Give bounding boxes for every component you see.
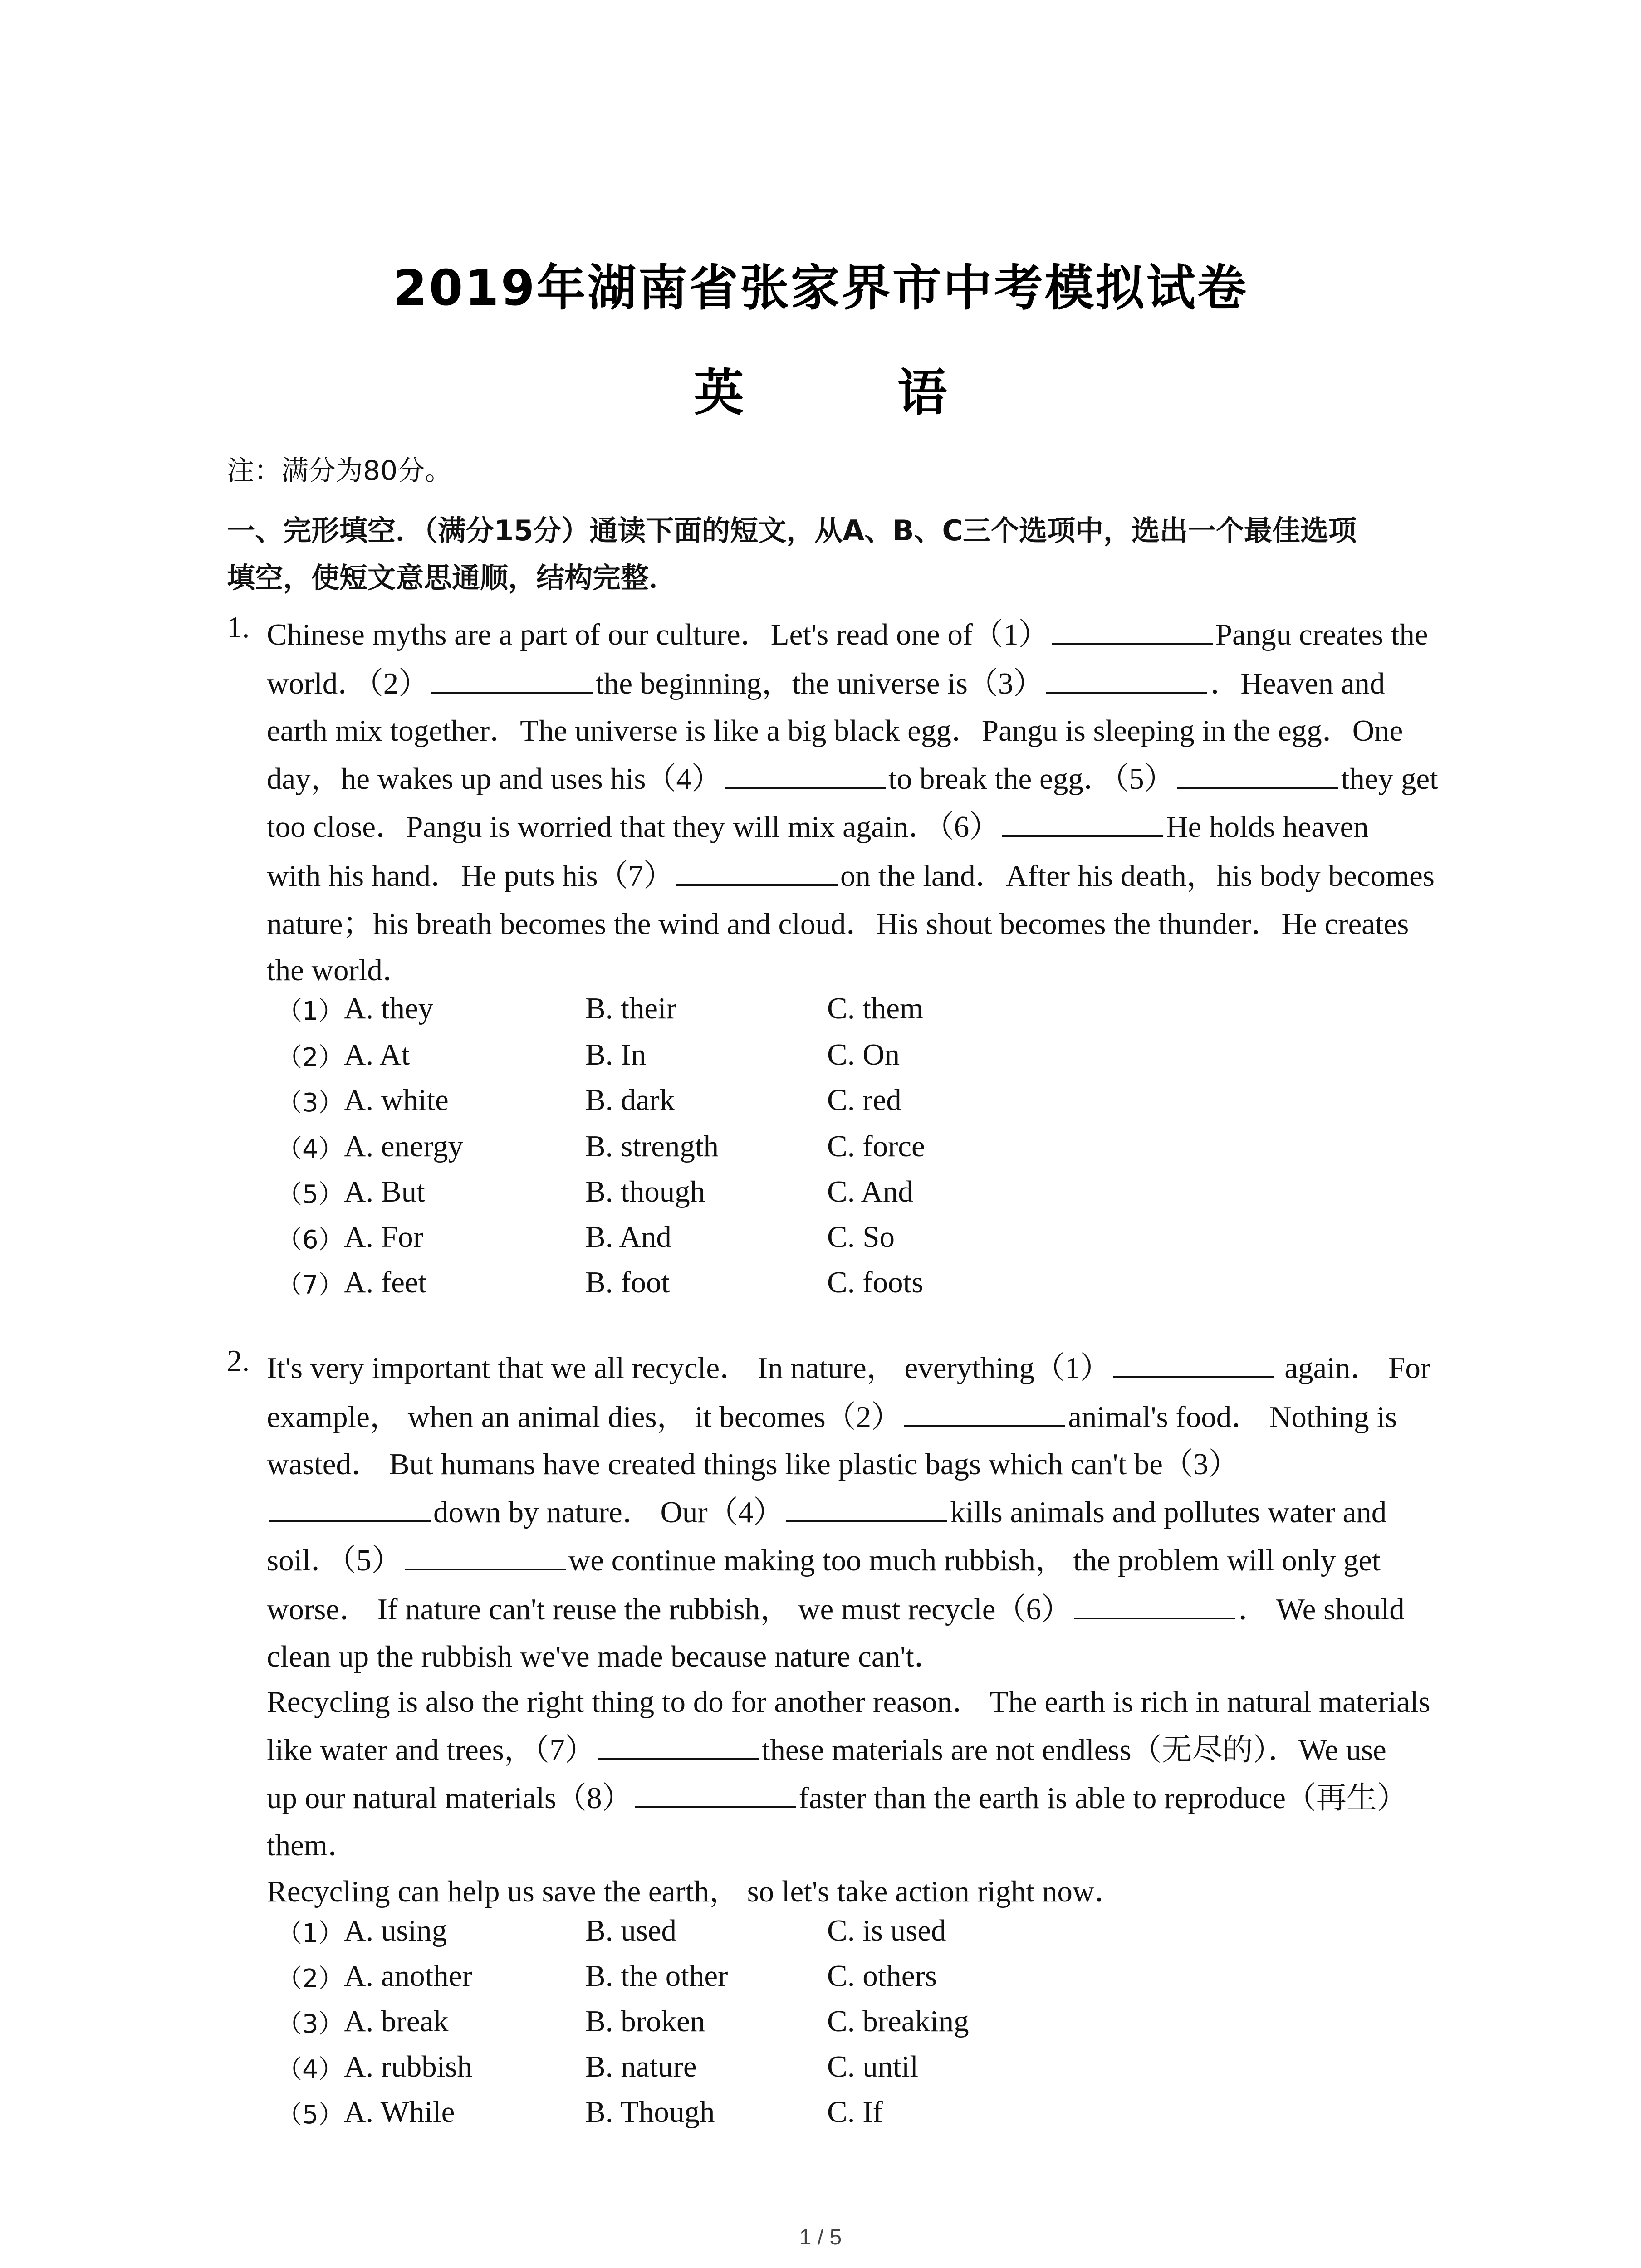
- answer-blank[interactable]: [1177, 759, 1338, 789]
- option-c[interactable]: C. If: [827, 2095, 883, 2129]
- option-a[interactable]: A. But: [344, 1175, 425, 1208]
- option-number: （1）: [277, 1919, 344, 1948]
- option-a[interactable]: A. energy: [344, 1129, 463, 1163]
- passage-text: Pangu creates the: [1215, 618, 1428, 651]
- option-c[interactable]: C. On: [827, 1038, 900, 1071]
- answer-blank[interactable]: [598, 1730, 759, 1760]
- passage-text: up our natural materials（8）: [267, 1781, 632, 1815]
- passage-line: [267, 754, 1438, 798]
- passage-line: [267, 946, 413, 989]
- option-number: （7）: [277, 1271, 344, 1300]
- answer-blank[interactable]: [1052, 615, 1213, 645]
- option-b[interactable]: B. dark: [585, 1083, 675, 1117]
- answer-blank[interactable]: [725, 759, 886, 789]
- option-number: （3）: [277, 1088, 344, 1118]
- passage-line: [267, 1440, 1239, 1483]
- option-a[interactable]: A. At: [344, 1038, 410, 1071]
- passage-text: to break the egg．（5）: [888, 762, 1175, 796]
- passage-text: ．Heaven and: [1210, 667, 1385, 700]
- option-c[interactable]: C. foots: [827, 1266, 924, 1299]
- option-number: （5）: [277, 2100, 344, 2130]
- option-b[interactable]: B. In: [585, 1038, 646, 1071]
- option-c[interactable]: C. others: [827, 1959, 937, 1993]
- passage-line: [267, 1774, 1407, 1817]
- option-number: （4）: [277, 2055, 344, 2084]
- passage-text: these materials are not endless（无尽的）．We use: [761, 1733, 1386, 1767]
- option-number: （4）: [277, 1134, 344, 1164]
- passage-line: [267, 706, 1403, 750]
- answer-blank[interactable]: [1002, 807, 1163, 837]
- page-number: 1 / 5: [799, 2225, 842, 2249]
- option-a[interactable]: A. feet: [344, 1266, 427, 1299]
- option-b[interactable]: B. though: [585, 1175, 705, 1208]
- passage-line: [267, 851, 1435, 895]
- passage-text: day，he wakes up and uses his（4）: [267, 762, 722, 796]
- answer-blank[interactable]: [904, 1397, 1065, 1427]
- option-b[interactable]: B. broken: [585, 2004, 705, 2038]
- passage-text: example， when an animal dies， it becomes（2）: [267, 1400, 902, 1434]
- option-b[interactable]: B. strength: [585, 1129, 719, 1163]
- option-c[interactable]: C. breaking: [827, 2004, 969, 2038]
- passage-text: nature；his breath becomes the wind and cloud．His shout becomes the thunder．He creates: [267, 907, 1409, 941]
- passage-line: [267, 899, 1409, 943]
- option-c[interactable]: C. them: [827, 992, 924, 1025]
- passage-text: with his hand．He puts his（7）: [267, 859, 674, 893]
- passage-text: worse． If nature can't reuse the rubbish， we must recycle（6）: [267, 1593, 1072, 1626]
- passage-line: [267, 610, 1428, 654]
- option-number: （6）: [277, 1225, 344, 1255]
- exam-subject: 英 语: [694, 364, 1015, 422]
- passage-line: [267, 1585, 1405, 1628]
- passage-text: Chinese myths are a part of our culture．Let's read one of（1）: [267, 618, 1049, 651]
- option-b[interactable]: B. Though: [585, 2095, 715, 2129]
- section-heading-line2: 填空，使短文意思通顺，结构完整．: [227, 561, 677, 594]
- passage-text: animal's food． Nothing is: [1068, 1400, 1397, 1434]
- option-c[interactable]: C. force: [827, 1129, 925, 1163]
- option-number: （3）: [277, 2009, 344, 2039]
- option-number: （2）: [277, 1043, 344, 1072]
- passage-line: [267, 1536, 1381, 1579]
- passage-text: Recycling can help us save the earth， so let's take action right now．: [267, 1875, 1125, 1908]
- option-b[interactable]: B. their: [585, 992, 676, 1025]
- passage-text: It's very important that we all recycle． In nature， everything（1）: [267, 1351, 1111, 1385]
- passage-text: earth mix together．The universe is like a big black egg．Pangu is sleeping in the egg．One: [267, 714, 1403, 748]
- option-a[interactable]: A. For: [344, 1220, 423, 1254]
- passage-text: they get: [1341, 762, 1438, 796]
- option-a[interactable]: A. using: [344, 1914, 447, 1947]
- option-c[interactable]: C. And: [827, 1175, 913, 1208]
- passage-text: kills animals and pollutes water and: [950, 1496, 1387, 1529]
- answer-blank[interactable]: [786, 1492, 947, 1522]
- answer-blank[interactable]: [1046, 664, 1207, 694]
- option-a[interactable]: A. rubbish: [344, 2050, 472, 2083]
- answer-blank[interactable]: [635, 1778, 796, 1808]
- option-c[interactable]: C. until: [827, 2050, 919, 2083]
- passage-text: too close．Pangu is worried that they will mix again．（6）: [267, 810, 1000, 844]
- option-a[interactable]: A. another: [344, 1959, 472, 1993]
- passage-text: world．（2）: [267, 667, 429, 700]
- answer-blank[interactable]: [269, 1492, 431, 1522]
- option-b[interactable]: B. the other: [585, 1959, 728, 1993]
- option-a[interactable]: A. white: [344, 1083, 449, 1117]
- passage-text: wasted． But humans have created things like plastic bags which can't be（3）: [267, 1447, 1239, 1481]
- answer-blank[interactable]: [1113, 1348, 1274, 1378]
- passage-text: soil．（5）: [267, 1544, 402, 1577]
- exam-title: 2019年湖南省张家界市中考模拟试卷: [393, 260, 1248, 317]
- passage-text: the world．: [267, 953, 413, 987]
- answer-blank[interactable]: [1074, 1589, 1235, 1619]
- passage-text: on the land．After his death，his body becomes: [840, 859, 1435, 893]
- passage-text: down by nature． Our（4）: [433, 1496, 784, 1529]
- option-b[interactable]: B. And: [585, 1220, 671, 1254]
- passage-line: [267, 1725, 1386, 1769]
- passage-line: [267, 659, 1385, 703]
- option-b[interactable]: B. used: [585, 1914, 676, 1947]
- answer-blank[interactable]: [676, 856, 838, 886]
- passage-text: like water and trees，（7）: [267, 1733, 595, 1767]
- option-number: （2）: [277, 1964, 344, 1994]
- section-heading: [227, 507, 1479, 601]
- option-a[interactable]: A. break: [344, 2004, 449, 2038]
- option-c[interactable]: C. is used: [827, 1914, 946, 1947]
- passage-text: faster than the earth is able to reproduce（再生）: [798, 1781, 1408, 1815]
- option-c[interactable]: C. red: [827, 1083, 901, 1117]
- option-number: （5）: [277, 1180, 344, 1209]
- passage-line: [267, 1632, 945, 1676]
- option-b[interactable]: B. nature: [585, 2050, 697, 2083]
- passage-text: ． We should: [1238, 1593, 1405, 1626]
- passage-text: the beginning，the universe is（3）: [595, 667, 1044, 700]
- option-a[interactable]: A. they: [344, 992, 434, 1025]
- question-number: 1.: [227, 611, 250, 644]
- passage-text: He holds heaven: [1166, 810, 1369, 844]
- option-number: （1）: [277, 997, 344, 1026]
- passage-line: [267, 1344, 1430, 1387]
- passage-line: [267, 1821, 358, 1864]
- answer-blank[interactable]: [431, 664, 593, 694]
- passage-text: clean up the rubbish we've made because nature can't．: [267, 1640, 945, 1673]
- passage-text: them．: [267, 1828, 358, 1862]
- score-note: 注：满分为80分。: [227, 455, 452, 487]
- passage-text: again． For: [1277, 1351, 1431, 1385]
- passage-line: [267, 1393, 1397, 1436]
- passage-line: [267, 1488, 1386, 1531]
- option-c[interactable]: C. So: [827, 1220, 895, 1254]
- passage-line: [267, 802, 1369, 846]
- option-b[interactable]: B. foot: [585, 1266, 670, 1299]
- section-heading-line1: 一、完形填空．（满分15分）通读下面的短文，从A、B、C三个选项中，选出一个最佳选项: [227, 514, 1357, 547]
- answer-blank[interactable]: [405, 1540, 566, 1570]
- option-a[interactable]: A. While: [344, 2095, 455, 2129]
- question-number: 2.: [227, 1344, 250, 1378]
- passage-text: we continue making too much rubbish， the problem will only get: [568, 1544, 1381, 1577]
- passage-line: [267, 1867, 1125, 1911]
- passage-line: [267, 1677, 1430, 1721]
- passage-text: Recycling is also the right thing to do for another reason． The earth is rich in natural materials: [267, 1685, 1430, 1719]
